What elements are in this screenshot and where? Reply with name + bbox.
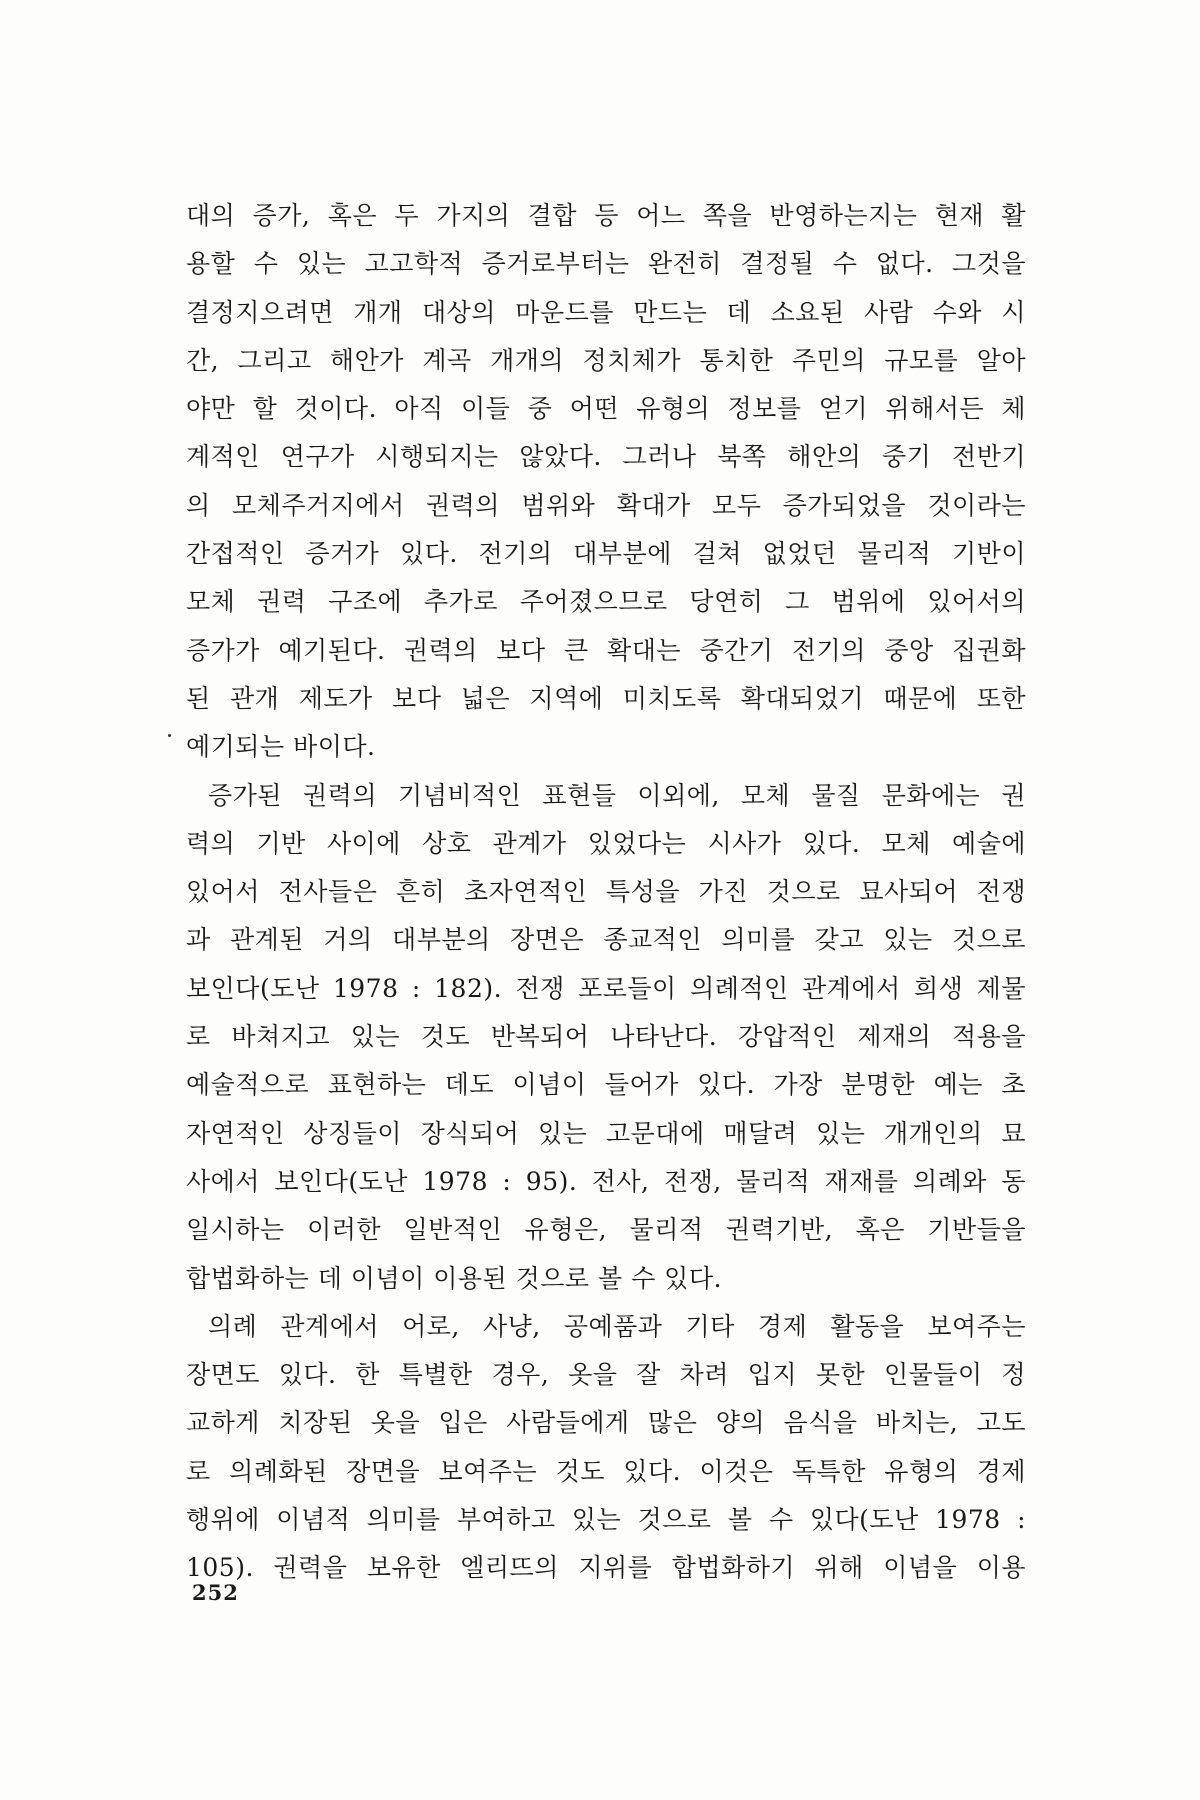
text-line: 로 의례화된 장면을 보여주는 것도 있다. 이것은 독특한 유형의 경제 (186, 1456, 1026, 1486)
text-line: 간, 그리고 해안가 계곡 개개의 정치체가 통치한 주민의 규모를 알아 (186, 345, 1026, 375)
text-line: 증가가 예기된다. 권력의 보다 큰 확대는 중간기 전기의 중앙 집권화 (186, 635, 1026, 665)
text-line: 105). 권력을 보유한 엘리뜨의 지위를 합법화하기 위해 이념을 이용 (186, 1553, 1026, 1583)
text-line: 과 관계된 거의 대부분의 장면은 종교적인 의미를 갖고 있는 것으로 (186, 925, 1026, 955)
text-line: 행위에 이념적 의미를 부여하고 있는 것으로 볼 수 있다(도난 1978 : (186, 1505, 1026, 1535)
text-line: 자연적인 상징들이 장식되어 있는 고문대에 매달려 있는 개개인의 묘 (186, 1118, 1026, 1148)
text-line: 교하게 치장된 옷을 입은 사람들에게 많은 양의 음식을 바치는, 고도 (186, 1408, 1026, 1438)
text-line: 력의 기반 사이에 상호 관계가 있었다는 시사가 있다. 모체 예술에 (186, 828, 1026, 858)
text-line: 간접적인 증거가 있다. 전기의 대부분에 걸쳐 없었던 물리적 기반이 (186, 539, 1026, 569)
text-line: 로 바쳐지고 있는 것도 반복되어 나타난다. 강압적인 제재의 적용을 (186, 1022, 1026, 1052)
text-line: 일시하는 이러한 일반적인 유형은, 물리적 권력기반, 혹은 기반들을 (186, 1215, 1026, 1245)
text-line: 의 모체주거지에서 권력의 범위와 확대가 모두 증가되었을 것이라는 (186, 490, 1026, 520)
text-line: 계적인 연구가 시행되지는 않았다. 그러나 북쪽 해안의 중기 전반기 (186, 442, 1026, 472)
body-text (186, 192, 1026, 1593)
scan-speck (168, 734, 171, 737)
text-line: 모체 권력 구조에 추가로 주어졌으므로 당연히 그 범위에 있어서의 (186, 587, 1026, 617)
paragraph-end-line: 예기되는 바이다. (186, 732, 376, 762)
text-line: 결정지으려면 개개 대상의 마운드를 만드는 데 소요된 사람 수와 시 (186, 297, 1026, 327)
text-line: 장면도 있다. 한 특별한 경우, 옷을 잘 차려 입지 못한 인물들이 정 (186, 1360, 1026, 1390)
text-line: 야만 할 것이다. 아직 이들 중 어떤 유형의 정보를 얻기 위해서든 체 (186, 394, 1026, 424)
paragraph-start-line: 의례 관계에서 어로, 사냥, 공예품과 기타 경제 활동을 보여주는 (208, 1311, 1026, 1341)
text-line: 보인다(도난 1978 : 182). 전쟁 포로들이 의례적인 관계에서 희생 제물 (186, 973, 1026, 1003)
text-line: 사에서 보인다(도난 1978 : 95). 전사, 전쟁, 물리적 재재를 의례와 동 (186, 1166, 1026, 1196)
page-number: 252 (192, 1580, 239, 1605)
text-line: 있어서 전사들은 흔히 초자연적인 특성을 가진 것으로 묘사되어 전쟁 (186, 877, 1026, 907)
paragraph-end-line: 합법화하는 데 이념이 이용된 것으로 볼 수 있다. (186, 1263, 722, 1293)
text-line: 예술적으로 표현하는 데도 이념이 들어가 있다. 가장 분명한 예는 초 (186, 1070, 1026, 1100)
text-line: 용할 수 있는 고고학적 증거로부터는 완전히 결정될 수 없다. 그것을 (186, 249, 1026, 279)
paragraph-start-line: 증가된 권력의 기념비적인 표현들 이외에, 모체 물질 문화에는 권 (208, 780, 1026, 810)
text-line: 대의 증가, 혹은 두 가지의 결합 등 어느 쪽을 반영하는지는 현재 활 (186, 201, 1026, 230)
text-line: 된 관개 제도가 보다 넓은 지역에 미치도록 확대되었기 때문에 또한 (186, 683, 1026, 713)
